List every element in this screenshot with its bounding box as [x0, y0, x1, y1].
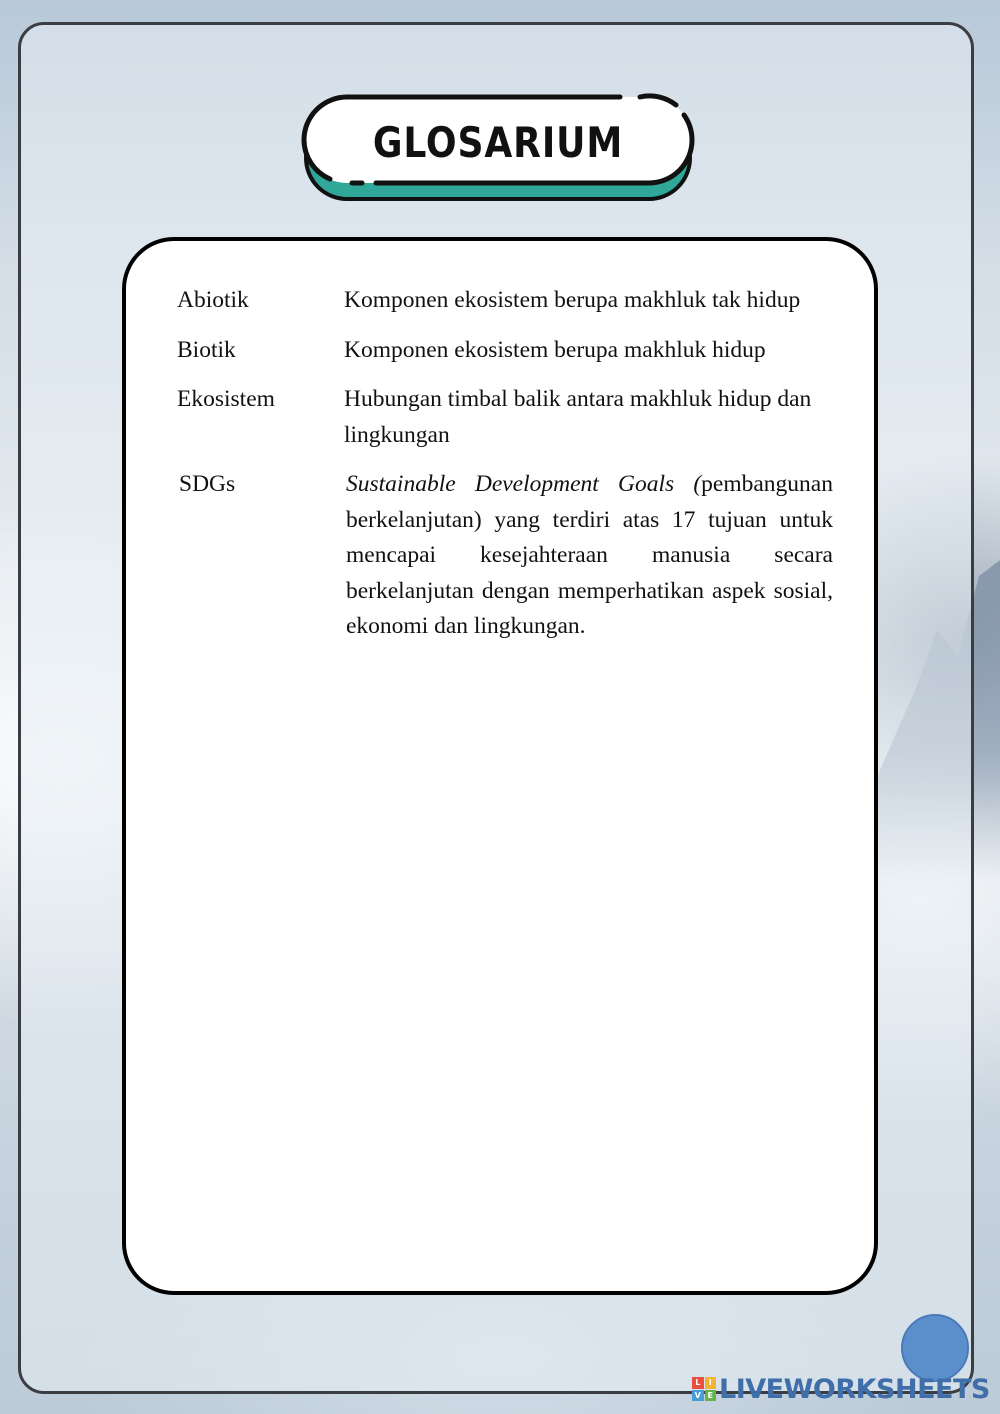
glossary-entry	[177, 382, 833, 453]
glossary-entry	[177, 333, 833, 369]
title-badge	[300, 93, 696, 201]
glossary-definition: Komponen ekosistem berupa makhluk tak hidup	[344, 287, 801, 313]
glossary-entry	[177, 283, 833, 319]
glossary-definition: Hubungan timbal balik antara makhluk hidup dan lingkungan	[344, 386, 812, 448]
glossary-term: SDGs	[179, 471, 236, 497]
glossary-term: Ekosistem	[177, 386, 275, 412]
logo-letter: V	[692, 1390, 704, 1402]
glossary-entry	[177, 467, 833, 645]
glossary-list	[177, 283, 833, 659]
liveworksheets-logo-icon	[692, 1377, 716, 1401]
glossary-definition	[346, 467, 833, 645]
liveworksheets-watermark	[692, 1372, 990, 1406]
glossary-definition: Komponen ekosistem berupa makhluk hidup	[344, 336, 766, 363]
logo-letter: L	[692, 1377, 704, 1389]
glossary-definition-text: pembangunan berkelanjutan) yang terdiri atas 17 tujuan untuk mencapai kesejahteraan manusia secara berkelanjutan dengan memperhatikan aspek sosial, ekonomi dan lingkungan.	[346, 471, 833, 639]
glossary-card	[122, 237, 878, 1295]
glossary-term: Abiotik	[177, 287, 249, 313]
liveworksheets-brand-text: LIVEWORKSHEETS	[719, 1373, 990, 1405]
logo-letter: I	[705, 1377, 717, 1389]
page-title: GLOSARIUM	[372, 118, 624, 167]
glossary-definition-italic: Sustainable Development Goals (	[346, 471, 702, 497]
logo-letter: E	[705, 1390, 717, 1402]
glossary-term: Biotik	[177, 336, 236, 363]
